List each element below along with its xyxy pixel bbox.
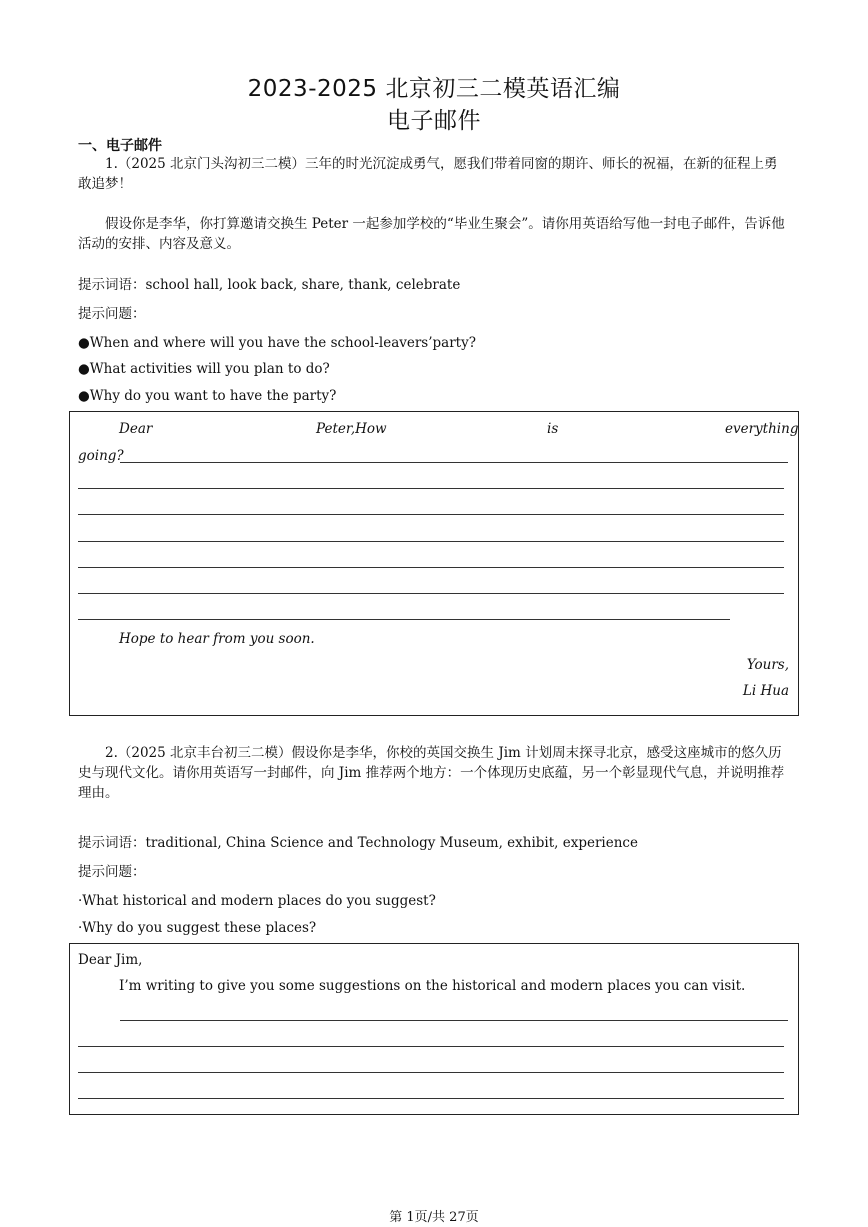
letter-word-peter: Peter,How [316,421,387,437]
writing-line [78,514,784,515]
document-subtitle: 电子邮件 [387,108,481,134]
q2-letter-opening: I’m writing to give you some suggestions on the historical and modern places you can visit. [119,978,746,994]
writing-line [78,488,784,489]
letter-word-is: is [547,421,559,437]
q2-answer-box[interactable] [69,943,799,1115]
q2-intro: 2.（2025 北京丰台初三二模）假设你是李华，你校的英国交换生 Jim 计划周末探寻北京，感受这座城市的悠久历史与现代文化。请你用英语写一封邮件，向 Jim 推荐两个地方：一个体现历史底蕴，另一个彰显现代气息，并说明推荐理由。 [78,745,785,801]
letter-closing: Hope to hear from you soon. [119,631,315,647]
writing-line [78,1072,784,1073]
q2-question-2: ·Why do you suggest these places? [78,920,317,936]
q2-hint-words: 提示词语：traditional, China Science and Technology Museum, exhibit, experience [78,835,638,851]
writing-line [78,1098,784,1099]
q1-intro: 1.（2025 北京门头沟初三二模）三年的时光沉淀成勇气，愿我们带着同窗的期许、师长的祝福，在新的征程上勇敢追梦！ [78,156,778,192]
writing-line [78,567,784,568]
writing-line [120,462,788,463]
q1-hint-words: 提示词语：school hall, look back, share, thank, celebrate [78,277,461,293]
letter-sign-off: Yours, [746,657,789,673]
q2-question-1: ·What historical and modern places do you suggest? [78,893,436,909]
q1-hint-questions-label: 提示问题： [78,306,146,322]
document-title: 2023-2025 北京初三二模英语汇编 [247,76,621,102]
page-number: 第 1页/共 27页 [389,1210,479,1225]
writing-line [78,593,784,594]
writing-line [78,619,730,620]
section-heading: 一、电子邮件 [78,138,162,154]
q1-question-3: ●Why do you want to have the party? [78,388,337,404]
letter-word-everything: everything [725,421,799,437]
q2-letter-greeting: Dear Jim, [78,952,143,968]
letter-word-going: going? [78,448,124,464]
q1-question-2: ●What activities will you plan to do? [78,361,330,377]
writing-line [78,541,784,542]
q1-question-1: ●When and where will you have the school-leavers’party? [78,335,476,351]
writing-line [120,1020,788,1021]
q2-hint-questions-label: 提示问题： [78,864,146,880]
q1-answer-box[interactable] [69,411,799,716]
letter-signature: Li Hua [742,683,789,699]
letter-word-dear: Dear [119,421,153,437]
writing-line [78,1046,784,1047]
q1-task: 假设你是李华，你打算邀请交换生 Peter 一起参加学校的“毕业生聚会”。请你用英语给写他一封电子邮件，告诉他活动的安排、内容及意义。 [78,216,785,252]
